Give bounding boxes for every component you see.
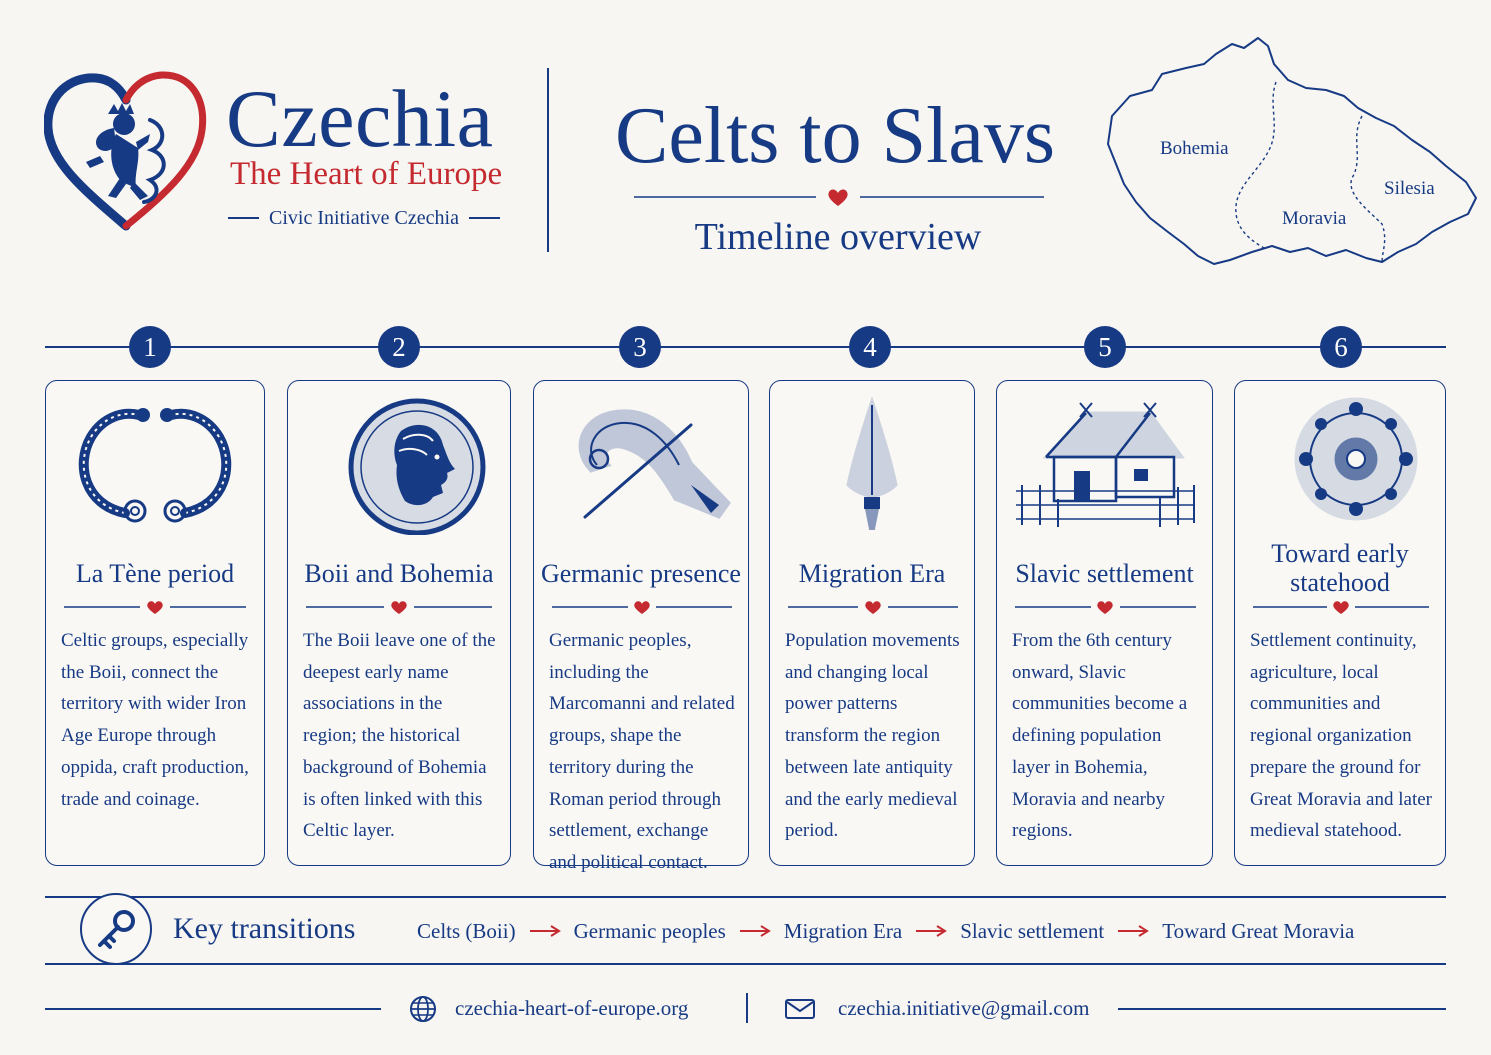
transition-item: Migration Era	[783, 918, 903, 943]
heart-icon	[865, 601, 880, 614]
timeline-card-4	[769, 380, 975, 866]
step-badge-6: 6	[1320, 326, 1362, 368]
heart-icon	[828, 189, 847, 206]
heart-icon	[1333, 601, 1348, 614]
website-link[interactable]: czechia-heart-of-europe.org	[455, 996, 689, 1020]
globe-icon	[409, 995, 437, 1028]
header-divider	[547, 68, 549, 252]
map-label-bohemia: Bohemia	[1160, 138, 1229, 159]
heart-divider	[304, 597, 494, 617]
timeline-card-2	[287, 380, 511, 866]
card-body: From the 6th century onward, Slavic communities become a defining population layer in Bohemia, Moravia and nearby regions.	[1012, 630, 1188, 842]
mail-icon	[784, 997, 816, 1026]
heart-icon	[634, 601, 649, 614]
slavic-house-icon	[997, 395, 1212, 535]
celtic-coin-icon	[288, 395, 510, 535]
email-link[interactable]: czechia.initiative@gmail.com	[838, 996, 1090, 1020]
heart-divider	[1013, 597, 1196, 617]
key-section-top-rule	[45, 896, 1446, 898]
footer-divider	[746, 993, 748, 1023]
heart-icon	[1097, 601, 1112, 614]
key-transitions-title: Key transitions	[173, 912, 356, 945]
timeline-card-6	[1234, 380, 1446, 866]
step-badge-1: 1	[129, 326, 171, 368]
card-title: Migration Era	[798, 559, 946, 588]
step-badge-4: 4	[849, 326, 891, 368]
red-arrow-icon	[516, 919, 574, 944]
red-arrow-icon	[1104, 919, 1162, 944]
title-heart-divider	[634, 184, 1044, 212]
brand-subtitle: The Heart of Europe	[230, 156, 503, 192]
map-label-silesia: Silesia	[1384, 178, 1435, 199]
card-body: Germanic peoples, including the Marcomanni and related groups, shape the territory during the Roman period through settlement, exchange and political contact.	[549, 630, 735, 873]
transition-item: Celts (Boii)	[417, 918, 516, 943]
footer-rule-left	[45, 1008, 381, 1010]
heart-lion-logo-icon	[44, 70, 208, 232]
card-title: Boii and Bohemia	[304, 559, 494, 588]
card-body: The Boii leave one of the deepest early name associations in the region; the historical background of Bohemia is often linked with this Celtic layer.	[303, 630, 496, 842]
card-body: Celtic groups, especially the Boii, connect the territory with wider Iron Age Europe through oppida, craft production, trade and coinage.	[61, 630, 249, 810]
heart-divider	[786, 597, 958, 617]
transition-item: Germanic peoples	[573, 918, 726, 943]
step-badge-3: 3	[619, 326, 661, 368]
key-icon	[80, 893, 152, 965]
brand-tagline-row	[228, 206, 500, 230]
page-title: Celts to Slavs	[614, 92, 1056, 180]
step-badge-2: 2	[378, 326, 420, 368]
brand-title: Czechia	[226, 73, 494, 164]
card-title: La Tène period	[75, 559, 235, 588]
step-badge-5: 5	[1084, 326, 1126, 368]
heart-divider	[550, 597, 732, 617]
key-transitions-flow	[417, 916, 1354, 946]
timeline-card-3	[533, 380, 749, 873]
timeline-card-1	[45, 380, 265, 866]
page-subtitle: Timeline overview	[694, 216, 982, 258]
brand-tagline: Civic Initiative Czechia	[269, 206, 459, 229]
timeline-card-5	[996, 380, 1213, 866]
heart-icon	[391, 601, 406, 614]
germanic-fibula-icon	[534, 395, 748, 535]
key-section-bottom-rule	[45, 963, 1446, 965]
torc-bracelet-icon	[46, 395, 264, 535]
red-arrow-icon	[726, 919, 784, 944]
card-title: Slavic settlement	[1015, 559, 1194, 588]
card-title: Toward early statehood	[1271, 539, 1409, 597]
heart-icon	[147, 601, 162, 614]
round-brooch-icon	[1235, 395, 1445, 523]
spearhead-icon	[770, 395, 974, 535]
czech-regions-map	[1100, 34, 1482, 270]
card-title: Germanic presence	[541, 559, 741, 588]
heart-divider	[62, 597, 248, 617]
card-body: Settlement continuity, agriculture, local communities and regional organization prepare the ground for Great Moravia and later medieval statehood.	[1250, 630, 1432, 842]
tagline-rule-right	[469, 217, 500, 219]
tagline-rule-left	[228, 217, 259, 219]
timeline-line	[45, 346, 1446, 348]
red-arrow-icon	[902, 919, 960, 944]
footer-rule-right	[1118, 1008, 1446, 1010]
card-body: Population movements and changing local power patterns transform the region between late antiquity and the early medieval period.	[785, 630, 960, 842]
transition-item: Toward Great Moravia	[1162, 918, 1355, 943]
heart-divider	[1251, 597, 1429, 617]
transition-item: Slavic settlement	[960, 918, 1105, 943]
map-label-moravia: Moravia	[1282, 208, 1347, 229]
